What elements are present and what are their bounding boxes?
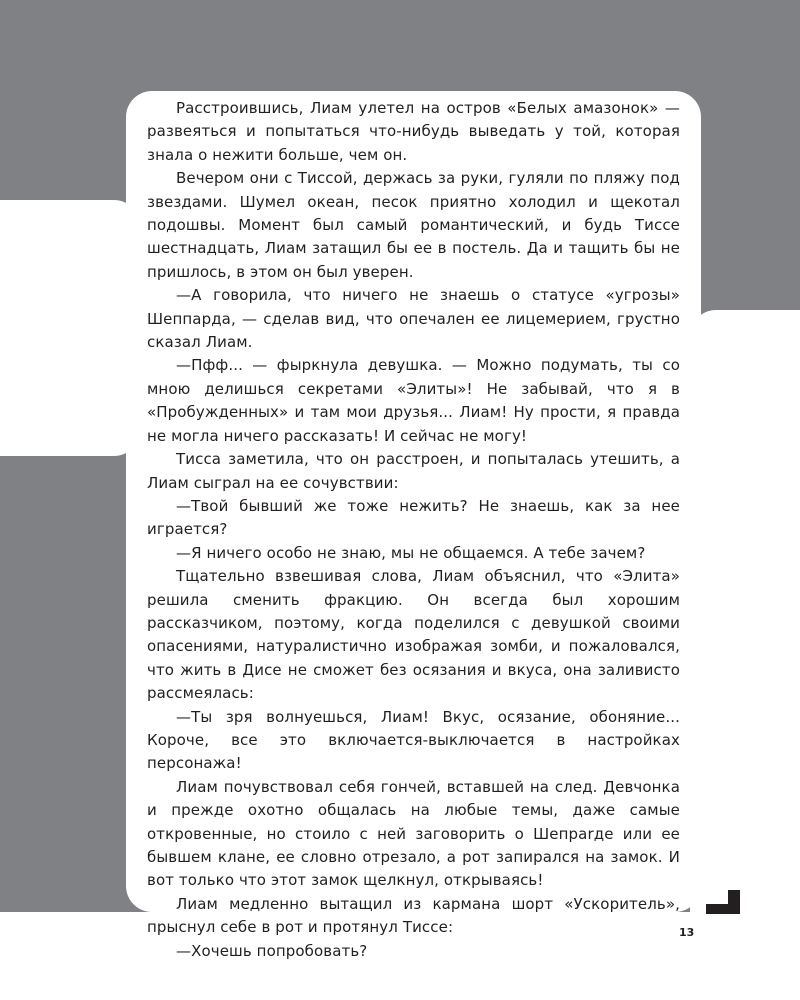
paragraph: —Я ничего особо не знаю, мы не общаемся. А тебе зачем?	[176, 543, 646, 562]
paragraph: Вечером они с Тиссой, держась за руки, гуляли по пляжу под звездами. Шумел океан, песок приятно холодил и щекотал подошвы. Момент был самый романтический, и будь Тиссе шестнадцать, Лиам затащил бы ее в постель. Да и тащить бы не пришлось, в этом он был уверен.	[147, 169, 680, 281]
paragraph: Лиам медленно вытащил из кармана шорт «Ускоритель», прыснул себе в рот и протянул Тиссе:	[147, 894, 680, 937]
paragraph: Тщательно взвешивая слова, Лиам объяснил, что «Элита» решила сменить фракцию. Он всегда был хорошим рассказчиком, поэтому, когда поделился с девушкой своими опасениями, натуралистично изображая зомби, и пожаловался, что жить в Дисе не сможет без осязания и вкуса, она заливисто рассмеялась:	[147, 567, 680, 703]
page-number: 13	[679, 926, 695, 939]
paragraph: —Пфф... — фыркнула девушка. — Можно подумать, ты со мною делишься секретами «Элиты»! Не забывай, что я в «Пробужденных» и там мои друзья... Лиам! Ну прости, я правда не могла ничего рассказать! И сейчас не могу!	[147, 356, 680, 445]
paragraph: —Ты зря волнуешься, Лиам! Вкус, осязание, обоняние... Короче, все это включается-выключается в настройках персонажа!	[147, 707, 680, 773]
paragraph: —Хочешь попробовать?	[176, 941, 368, 960]
paragraph: —А говорила, что ничего не знаешь о статусе «угрозы» Шеппарда, — сделав вид, что опечален ее лицемерием, грустно сказал Лиам.	[147, 286, 680, 352]
left-white-tab	[0, 200, 140, 456]
corner-bracket-icon	[706, 890, 740, 914]
paragraph: Лиам почувствовал себя гончей, вставшей на след. Девчонка и прежде охотно общалась на любые темы, даже самые откровенные, но стоило с ней заговорить о Шепparде или ее бывшем клане, ее словно отрезало, а рот запирался на замок. И вот только что этот замок щелкнул, открываясь!	[147, 777, 680, 890]
paragraph: —Твой бывший же тоже нежить? Не знаешь, как за нее играется?	[147, 496, 680, 539]
body-text	[147, 97, 680, 963]
paragraph: Расстроившись, Лиам улетел на остров «Белых амазонок» — развеяться и попытаться что-нибудь выведать у той, которая знала о нежити больше, чем он.	[147, 99, 680, 164]
paragraph: Тисса заметила, что он расстроен, и попыталась утешить, а Лиам сыграл на ее сочувствии:	[147, 450, 680, 492]
